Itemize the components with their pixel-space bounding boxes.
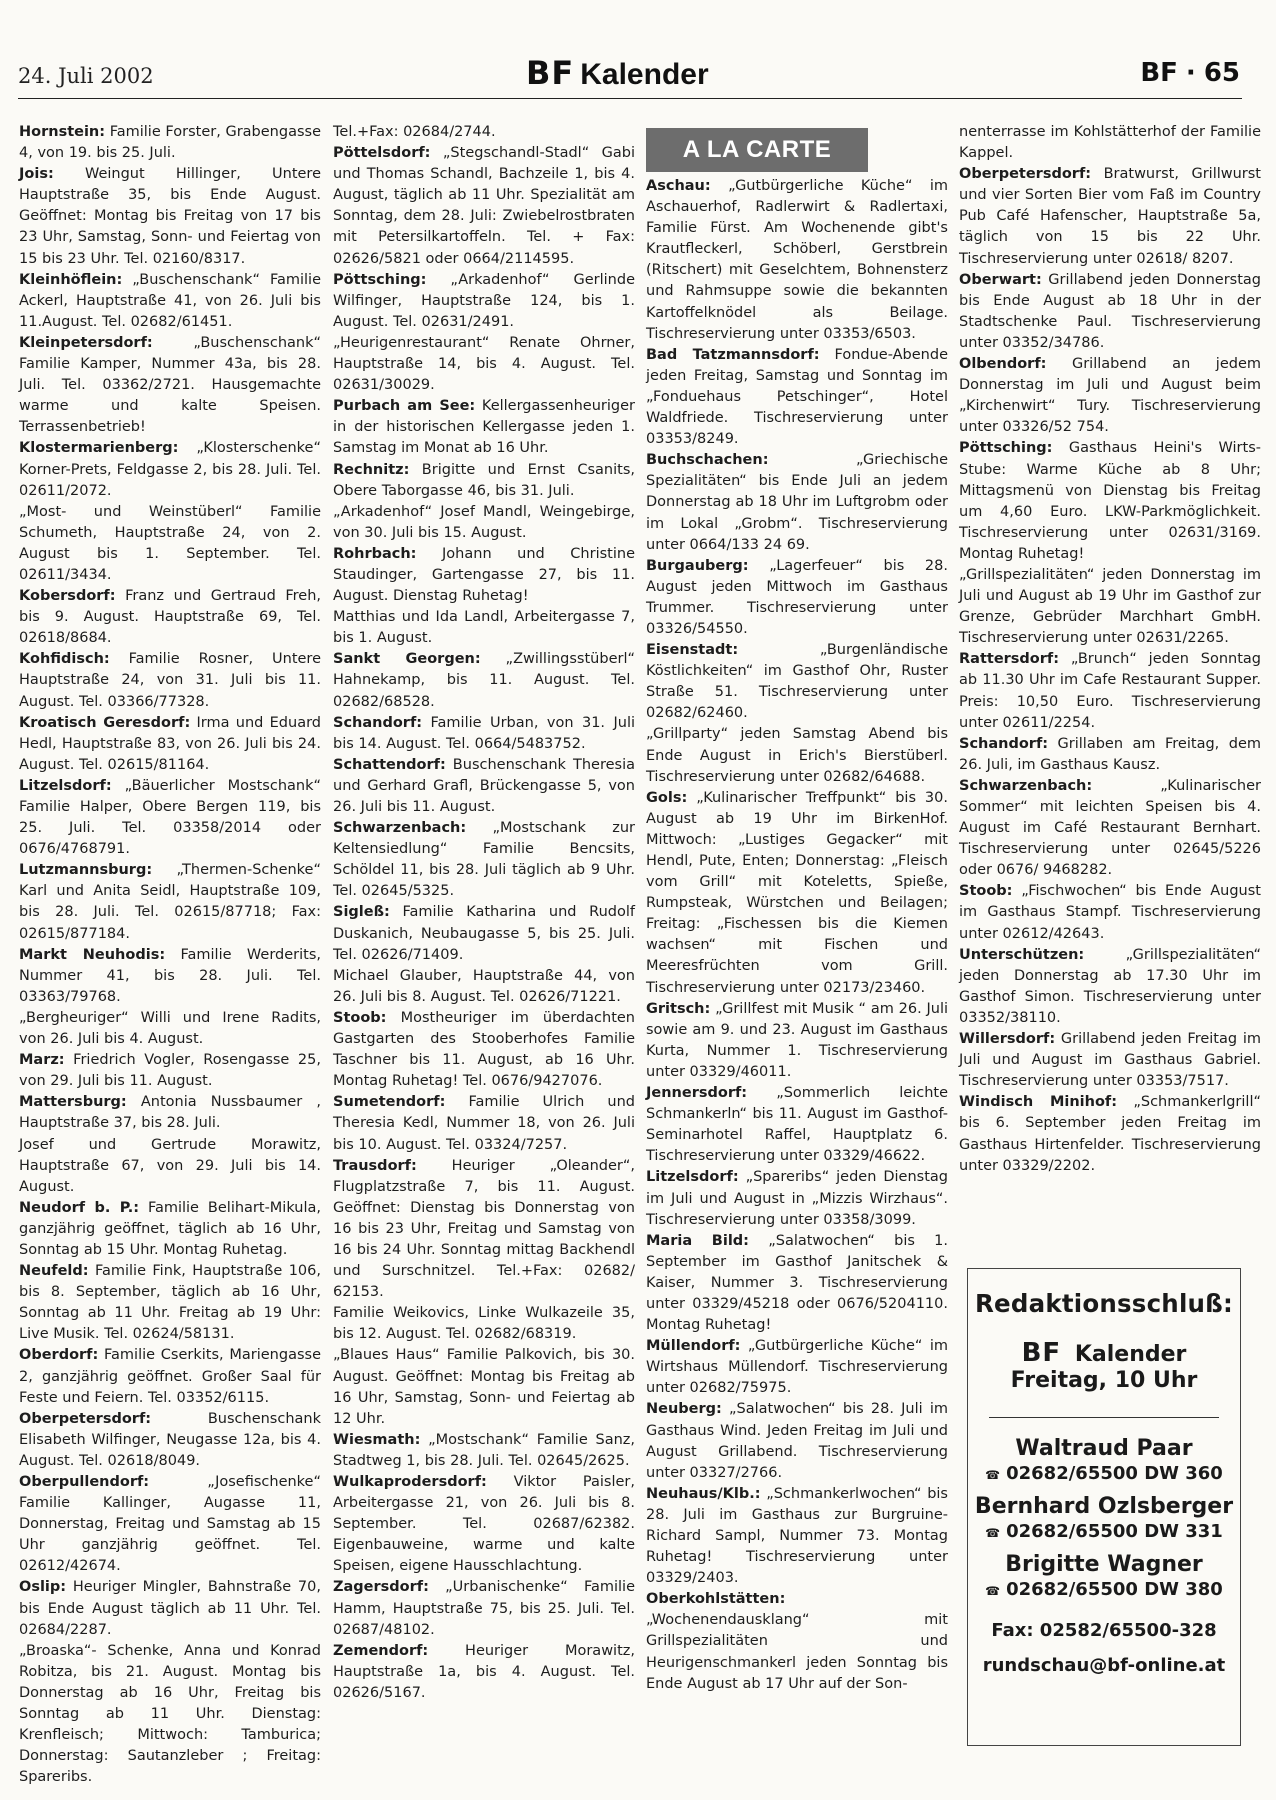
- listing-entry: [959, 881, 1261, 944]
- listing-place: Müllendorf:: [646, 1338, 741, 1355]
- listing-text: Buschenschank Elisabeth Wilfinger, Neugasse 12a, bis 4. August. Tel. 02618/8049.: [19, 1410, 321, 1469]
- listing-text: Matthias und Ida Landl, Arbeitergasse 7, bis 1. August.: [333, 609, 635, 647]
- listing-place: Marz:: [19, 1052, 65, 1069]
- listing-entry: [19, 1198, 321, 1261]
- listing-place: Schattendorf:: [333, 756, 446, 773]
- listing-place: Mattersburg:: [19, 1094, 127, 1111]
- listing-text: „Kulinarischer Treffpunkt“ bis 30. August ab 19 Uhr im BirkenHof. Mittwoch: „Lustiges Gegacker“ mit Hendl, Pute, Enten; Donnerstag: „Fleisch vom Grill“ mit Koteletts, Spieße, Rumpsteak, Würstchen und Beilagen; Freitag: „Fischessen bis die Kiemen wachsen“ mit Fischen und Meeresfrüchten vom Grill. Tischreservierung unter 02173/23460.: [646, 789, 948, 996]
- listing-text: „Schmankerlgrill“ bis 6. September jeden Freitag im Gasthaus Hirtenfelder. Tischreservierung unter 03329/2202.: [959, 1094, 1261, 1174]
- listing-place: Schwarzenbach:: [333, 820, 467, 837]
- listing-text: Fondue-Abende jeden Freitag, Samstag und Sonntag im „Fonduehaus Petschinger“, Hotel Waldfriede. Tischreservierung unter 03353/8249.: [646, 346, 948, 448]
- listing-place: Rohrbach:: [333, 545, 417, 562]
- listing-text: „Broaska“- Schenke, Anna und Konrad Robitza, bis 21. August. Montag bis Donnerstag ab 16 Uhr, Freitag bis Sonntag ab 11 Uhr. Dienstag: Krenfleisch; Mittwoch: Tamburica; Donnerstag: Sautanzleber ; Freitag: Spareribs.: [19, 1642, 321, 1786]
- listing-entry: [19, 945, 321, 1008]
- listing-place: Aschau:: [646, 178, 711, 194]
- listing-place: Litzelsdorf:: [646, 1169, 739, 1186]
- listing-entry: [959, 164, 1261, 269]
- listing-place: Windisch Minihof:: [959, 1094, 1118, 1111]
- listing-entry: [959, 270, 1261, 354]
- listing-entry: [333, 502, 635, 544]
- listing-text: „Griechische Spezialitäten“ bis Ende Juli an jedem Donnerstag ab 18 Uhr im Luftgrobm oder im Lokal „Grobm“. Tischreservierung unter 0664/133 24 69.: [646, 452, 948, 553]
- listing-entry: [646, 176, 948, 345]
- contact-name: Waltraud Paar: [1015, 1436, 1193, 1461]
- listing-text: „Grillfest mit Musik “ am 26. Juli sowie am 9. und 23. August im Gasthaus Kurta, Nummer 1. Tischreservierung unter 03329/46011.: [646, 1000, 948, 1080]
- listing-entry: [333, 122, 635, 143]
- contact-person: [968, 1436, 1240, 1484]
- section-title: Kalender: [580, 58, 709, 91]
- listing-text: Johann und Christine Staudinger, Gartengasse 27, bis 11. August. Dienstag Ruhetag!: [333, 545, 635, 605]
- listing-place: Neudorf b. P.:: [19, 1199, 140, 1216]
- listing-entry: [19, 438, 321, 501]
- contact-name: Bernhard Ozlsberger: [974, 1494, 1234, 1519]
- listing-place: Kroatisch Geresdorf:: [19, 714, 191, 731]
- listing-place: Oberdorf:: [19, 1347, 99, 1364]
- listing-place: Unterschützen:: [959, 946, 1085, 963]
- listing-place: Lutzmannsburg:: [19, 862, 153, 879]
- column-1: [19, 122, 321, 1788]
- listing-entry: [333, 649, 635, 712]
- listing-entry: [959, 1029, 1261, 1092]
- listing-entry: [19, 1345, 321, 1408]
- bf-logo: BF: [526, 54, 575, 92]
- listing-entry: [333, 902, 635, 965]
- listing-entry: [959, 945, 1261, 1029]
- issue-date: 24. Juli 2002: [18, 64, 154, 88]
- listing-text: „Salatwochen“ bis 28. Juli im Gasthaus Wind. Jeden Freitag im Juli und August Grillabend. Tischreservierung unter 03327/2766.: [646, 1401, 948, 1481]
- listing-text: „Blaues Haus“ Familie Palkovich, bis 30. August. Geöffnet: Montag bis Freitag ab 16 Uhr, Samstag, Sonn- und Feiertag ab 12 Uhr.: [333, 1347, 635, 1427]
- listing-text: „Stegschandl-Stadl“ Gabi und Thomas Schandl, Bachzeile 1, bis 4. August, täglich ab 11 Uhr. Spezialität am Sonntag, dem 28. Juli: Zwiebelrostbraten mit Petersilkartoffeln. Tel. + Fax: 02626/5821 oder 0664/2114595.: [333, 145, 635, 267]
- listing-text: Bratwurst, Grillwurst und vier Sorten Bier vom Faß im Country Pub Café Hafenscher, Hauptstraße 5a, täglich von 15 bis 22 Uhr. Tischreservierung unter 02618/ 8207.: [959, 166, 1261, 267]
- listing-text: „Salatwochen“ bis 1. September im Gasthof Janitschek & Kaiser, Nummer 3. Tischreservierung unter 03329/45218 oder 0676/5204110. Montag Ruhetag!: [646, 1232, 948, 1334]
- listing-text: Viktor Paisler, Arbeitergasse 21, von 26. Juli bis 8. September. Tel. 02687/62382. Eigenbauweine, warme und kalte Speisen, eigene Hausschlachtung.: [333, 1474, 635, 1575]
- listing-place: Gritsch:: [646, 1000, 711, 1017]
- deadline-time: Freitag, 10 Uhr: [1010, 1368, 1198, 1393]
- listing-text: Tel.+Fax: 02684/2744.: [333, 124, 496, 140]
- listing-entry: [333, 607, 635, 649]
- listing-entry: [333, 966, 635, 1008]
- listing-entry: [646, 1484, 948, 1589]
- listing-text: „Grillspezialitäten“ jeden Donnerstag im Juli und August ab 19 Uhr im Gasthof zur Grenze, Gebrüder Marchhart GmbH. Tischreservierung unter 02631/2265.: [959, 566, 1261, 647]
- listing-text: „Kulinarischer Sommer“ mit leichten Speisen bis 4. August im Café Restaurant Bernhart. Tischreservierung unter 02645/5226 oder 0676/ 9468282.: [959, 777, 1261, 879]
- listing-place: Willersdorf:: [959, 1031, 1056, 1048]
- listing-place: Pöttsching:: [959, 440, 1053, 457]
- divider: [989, 1417, 1219, 1418]
- listing-text: „Zwillingsstüberl“ Hahnekamp, bis 11. August. Tel. 02682/68528.: [333, 651, 635, 710]
- listing-text: Familie Cserkits, Mariengasse 2, ganzjährig geöffnet. Großer Saal für Feste und Feiern. Tel. 03352/6115.: [19, 1347, 321, 1406]
- listing-entry: [333, 1156, 635, 1304]
- listing-place: Klostermarienberg:: [19, 440, 179, 457]
- publication-title: [526, 54, 709, 92]
- listing-entry: [646, 724, 948, 787]
- listing-entry: [19, 860, 321, 944]
- listing-entry: [333, 818, 635, 902]
- listing-entry: [959, 734, 1261, 776]
- listing-place: Hornstein:: [19, 124, 106, 140]
- listing-place: Kleinhöflein:: [19, 271, 123, 288]
- listing-place: Jois:: [19, 166, 54, 183]
- listing-place: Kohfidisch:: [19, 651, 110, 668]
- fax-number: Fax: 02582/65500-328: [991, 1620, 1217, 1641]
- contact-name: Brigitte Wagner: [1005, 1552, 1203, 1577]
- listing-place: Oberpetersdorf:: [959, 166, 1092, 183]
- listing-entry: [646, 556, 948, 640]
- phone-icon: ☎: [985, 1468, 1001, 1482]
- listing-place: Zagersdorf:: [333, 1579, 429, 1596]
- listing-entry: [19, 122, 321, 164]
- listing-text: Heuriger Morawitz, Hauptstraße 1a, bis 4. August. Tel. 02626/5167.: [333, 1642, 635, 1701]
- listing-text: Mostheuriger im überdachten Gastgarten des Stooberhofes Familie Taschner bis 11. August, ab 16 Uhr. Montag Ruhetag! Tel. 0676/9427076.: [333, 1009, 635, 1090]
- listing-place: Bad Tatzmannsdorf:: [646, 346, 820, 363]
- bf-page-logo: BF: [1140, 58, 1178, 88]
- listing-text: „Bäuerlicher Mostschank“ Familie Halper, Obere Bergen 119, bis 25. Juli. Tel. 03358/2014 oder 0676/4768791.: [19, 777, 321, 858]
- column-2: [333, 122, 635, 1704]
- listing-place: Burgauberg:: [646, 557, 749, 574]
- page-number-block: [1140, 58, 1240, 88]
- listing-place: Sigleß:: [333, 904, 390, 921]
- listing-text: Familie Belihart-Mikula, ganzjährig geöffnet, täglich ab 16 Uhr, Sonntag ab 15 Uhr. Montag Ruhetag.: [19, 1199, 321, 1258]
- listing-text: Heuriger „Oleander“, Flugplatzstraße 7, bis 11. August. Geöffnet: Dienstag bis Donnerstag von 16 bis 23 Uhr, Freitag und Samstag von 16 bis 24 Uhr. Sonntag mittag Backhendl und Surschnitzel. Tel.+Fax: 02682/ 62153.: [333, 1157, 635, 1301]
- listing-text: „Gutbürgerliche Küche“ im Wirtshaus Müllendorf. Tischreservierung unter 02682/75975.: [646, 1338, 948, 1397]
- contact-person: [968, 1552, 1240, 1600]
- listing-entry: [19, 649, 321, 712]
- column-4: [959, 122, 1261, 1177]
- listing-entry: [959, 438, 1261, 565]
- listing-place: Sankt Georgen:: [333, 651, 481, 668]
- listing-text: Grillabend jeden Donnerstag bis Ende August ab 18 Uhr in der Stadtschenke Paul. Tischreservierung unter 03352/34786.: [959, 271, 1261, 351]
- listing-entry: [19, 270, 321, 333]
- listing-entry: [333, 755, 635, 818]
- listing-text: Weingut Hillinger, Untere Hauptstraße 35, bis Ende August. Geöffnet: Montag bis Freitag von 17 bis 23 Uhr, Samstag, Sonn- und Feiertag von 15 bis 23 Uhr. Tel. 02160/8317.: [19, 166, 321, 267]
- listing-text: „Arkadenhof“ Gerlinde Wilfinger, Hauptstraße 124, bis 1. August. Tel. 02631/2491.: [333, 271, 635, 330]
- listing-place: Litzelsdorf:: [19, 777, 112, 794]
- phone-icon: ☎: [985, 1584, 1001, 1598]
- listing-place: Oberkohlstätten:: [646, 1591, 786, 1608]
- listing-text: „Klosterschenke“ Korner-Prets, Feldgasse 2, bis 28. Juli. Tel. 02611/2072.: [19, 440, 321, 499]
- listing-entry: [19, 1092, 321, 1134]
- listing-entry: [333, 270, 635, 333]
- listing-entry: [959, 649, 1261, 733]
- listing-text: „Wochenendausklang“ mit Grillspezialitäten und Heurigenschmankerl jeden Sonntag bis Ende August ab 17 Uhr auf der Son-: [646, 1612, 948, 1692]
- listing-text: „Burgenländische Köstlichkeiten“ im Gasthof Ohr, Ruster Straße 51. Tischreservierung unter 02682/62460.: [646, 642, 948, 722]
- listing-entry: [333, 1577, 635, 1640]
- a-la-carte-banner: A LA CARTE: [646, 128, 868, 172]
- listing-text: „Bergheuriger“ Willi und Irene Radits, von 26. Juli bis 4. August.: [19, 1009, 321, 1048]
- listing-text: „Grillparty“ jeden Samstag Abend bis Ende August in Erich's Bierstüberl. Tischreservierung unter 02682/64688.: [646, 726, 948, 785]
- listing-text: Irma und Eduard Hedl, Hauptstraße 83, von 26. Juli bis 24. August. Tel. 02615/81164.: [19, 714, 321, 773]
- listing-text: „Josefischenke“ Familie Kallinger, Augasse 11, Donnerstag, Freitag und Samstag ab 15 Uhr ganzjährig geöffnet. Tel. 02612/42674.: [19, 1474, 321, 1575]
- contact-phone-number: 02682/65500 DW 380: [1006, 1579, 1223, 1600]
- contact-phone-number: 02682/65500 DW 331: [1006, 1521, 1223, 1542]
- listing-entry: [333, 1472, 635, 1577]
- listing-entry: [19, 1577, 321, 1640]
- listing-text: „Buschenschank“ Familie Ackerl, Hauptstraße 41, von 26. Juli bis 11.August. Tel. 02682/61451.: [19, 271, 321, 330]
- listing-entry: [333, 1303, 635, 1345]
- listing-text: „Most- und Weinstüberl“ Familie Schumeth, Hauptstraße 24, von 2. August bis 1. September. Tel. 02611/3434.: [19, 503, 321, 583]
- listing-text: Friedrich Vogler, Rosengasse 25, von 29. Juli bis 11. August.: [19, 1052, 321, 1090]
- listing-text: Familie Werderits, Nummer 41, bis 28. Juli. Tel. 03363/79768.: [19, 946, 322, 1005]
- listing-entry: [333, 1641, 635, 1704]
- listing-entry: [959, 122, 1261, 164]
- listing-entry: [646, 1589, 948, 1694]
- listing-text: „Fischwochen“ bis Ende August im Gasthaus Stampf. Tischreservierung unter 02612/42643.: [959, 883, 1261, 942]
- listing-text: „Heurigenrestaurant“ Renate Ohrner, Hauptstraße 14, bis 4. August. Tel. 02631/30029.: [333, 334, 635, 394]
- listing-place: Rattersdorf:: [959, 651, 1060, 668]
- listing-place: Schwarzenbach:: [959, 777, 1093, 794]
- listing-text: Antonia Nussbaumer , Hauptstraße 37, bis 28. Juli.: [19, 1094, 321, 1132]
- listing-text: Buschenschank Theresia und Gerhard Grafl, Brückengasse 5, von 26. Juli bis 11. August.: [333, 756, 635, 815]
- listing-place: Zemendorf:: [333, 1642, 429, 1659]
- listing-text: Familie Fink, Hauptstraße 106, bis 8. September, täglich ab 16 Uhr, Sonntag ab 11 Uhr. Freitag ab 19 Uhr: Live Musik. Tel. 02624/58131.: [19, 1263, 321, 1343]
- listing-place: Schandorf:: [959, 735, 1049, 752]
- listing-entry: [19, 586, 321, 649]
- listing-text: Familie Urban, von 31. Juli bis 14. August. Tel. 0664/5483752.: [333, 714, 635, 752]
- page-header: [18, 52, 1242, 99]
- listing-place: Olbendorf:: [959, 356, 1047, 373]
- listing-text: Familie Rosner, Untere Hauptstraße 24, von 31. Juli bis 11. August. Tel. 03366/77328.: [19, 651, 321, 710]
- listing-place: Stoob:: [959, 883, 1013, 900]
- listing-text: „Grillspezialitäten“ jeden Donnerstag ab 17.30 Uhr im Gasthof Simon. Tischreservierung unter 03352/38110.: [959, 946, 1261, 1026]
- listing-text: Kellergassenheuriger in der historischen Kellergasse jeden 1. Samstag im Monat ab 16 Uhr.: [333, 398, 635, 457]
- listing-text: Michael Glauber, Hauptstraße 44, von 26. Juli bis 8. August. Tel. 02626/71221.: [333, 967, 635, 1005]
- contact-phone-number: 02682/65500 DW 360: [1006, 1463, 1223, 1484]
- bf-logo-small: BF: [1021, 1338, 1062, 1368]
- listing-text: Josef und Gertrude Morawitz, Hauptstraße 67, von 29. Juli bis 14. August.: [19, 1136, 321, 1195]
- listing-place: Maria Bild:: [646, 1232, 749, 1249]
- listing-entry: [959, 354, 1261, 438]
- listing-entry: [19, 1261, 321, 1345]
- listing-place: Rechnitz:: [333, 461, 410, 478]
- listing-place: Kleinpetersdorf:: [19, 334, 153, 351]
- listing-place: Pöttelsdorf:: [333, 145, 431, 162]
- listing-text: Familie Forster, Grabengasse 4, von 19. bis 25. Juli.: [19, 124, 321, 162]
- contact-phone: [968, 1579, 1240, 1600]
- listing-entry: [959, 776, 1261, 881]
- listing-entry: [646, 345, 948, 450]
- calendar-label: Kalender: [1074, 1342, 1187, 1367]
- listing-entry: [959, 565, 1261, 649]
- listing-entry: [333, 1430, 635, 1472]
- listing-text: Grillabend an jedem Donnerstag im Juli und August beim „Kirchenwirt“ Tury. Tischreservierung unter 03326/52 754.: [959, 356, 1261, 436]
- email-address[interactable]: rundschau@bf-online.at: [982, 1655, 1226, 1676]
- phone-icon: ☎: [985, 1526, 1001, 1540]
- listing-text: „Sommerlich leichte Schmankerln“ bis 11. August im Gasthof-Seminarhotel Raffel, Hauptplatz 6. Tischreservierung unter 03329/46622.: [646, 1085, 948, 1165]
- listing-entry: [646, 1399, 948, 1483]
- listing-entry: [19, 1050, 321, 1092]
- listing-entry: [19, 1472, 321, 1577]
- listing-text: „Mostschank zur Keltensiedlung“ Familie Bencsits, Schöldel 11, bis 28. Juli täglich ab 9 Uhr. Tel. 02645/5325.: [333, 820, 635, 900]
- listing-text: Grillaben am Freitag, dem 26. Juli, im Gasthaus Kausz.: [959, 735, 1261, 773]
- listing-text: nenterrasse im Kohlstätterhof der Familie Kappel.: [959, 124, 1261, 162]
- listing-text: Brigitte und Ernst Csanits, Obere Taborgasse 46, bis 31. Juli.: [333, 461, 635, 499]
- listing-entry: [19, 1641, 321, 1789]
- listing-entry: [19, 1409, 321, 1472]
- listing-place: Jennersdorf:: [646, 1085, 748, 1102]
- listing-place: Pöttsching:: [333, 271, 427, 288]
- listing-entry: [646, 1083, 948, 1167]
- listing-entry: [646, 999, 948, 1083]
- listing-place: Purbach am See:: [333, 398, 476, 415]
- listing-entry: [333, 1345, 635, 1429]
- listing-text: „Buschenschank“ Familie Kamper, Nummer 43a, bis 28. Juli. Tel. 03362/2721. Hausgemachte warme und kalte Speisen. Terrassenbetrieb!: [19, 334, 321, 436]
- deadline-title: Redaktionsschluß:: [974, 1289, 1234, 1318]
- listing-text: „Spareribs“ jeden Dienstag im Juli und August in „Mizzis Wirzhaus“. Tischreservierung unter 03358/3099.: [646, 1169, 948, 1228]
- listing-entry: [19, 333, 321, 438]
- column-3: [646, 128, 948, 1695]
- listing-place: Sumetendorf:: [333, 1094, 446, 1111]
- listing-place: Wiesmath:: [333, 1431, 421, 1448]
- listing-text: „Schmankerlwochen“ bis 28. Juli im Gasthaus zur Burgruine-Richard Sampl, Nummer 73. Montag Ruhetag! Tischreservierung unter 03329/2403.: [646, 1485, 948, 1587]
- listing-text: „Mostschank“ Familie Sanz, Stadtweg 1, bis 28. Juli. Tel. 02645/2625.: [333, 1431, 635, 1469]
- deadline-calendar: [968, 1338, 1240, 1368]
- listing-entry: [19, 502, 321, 586]
- listing-place: Stoob:: [333, 1009, 387, 1026]
- contact-phone: [968, 1521, 1240, 1542]
- listing-text: „Urbanischenke“ Familie Hamm, Hauptstraße 75, bis 25. Juli. Tel. 02687/48102.: [333, 1579, 635, 1638]
- listing-place: Neufeld:: [19, 1263, 89, 1280]
- listing-text: „Brunch“ jeden Sonntag ab 11.30 Uhr im Cafe Restaurant Supper. Preis: 10,50 Euro. Tischreservierung unter 02611/2254.: [959, 651, 1261, 731]
- listing-text: Franz und Gertraud Freh, bis 9. August. Hauptstraße 69, Tel. 02618/8684.: [19, 588, 321, 647]
- editorial-deadline-box: [967, 1268, 1241, 1746]
- listing-text: Familie Ulrich und Theresia Kedl, Nummer 18, von 26. Juli bis 10. August. Tel. 03324/7257.: [333, 1094, 635, 1153]
- listing-place: Oberpullendorf:: [19, 1474, 150, 1490]
- listing-entry: [19, 713, 321, 776]
- listing-place: Trausdorf:: [333, 1157, 417, 1174]
- listing-place: Wulkaprodersdorf:: [333, 1474, 487, 1490]
- listing-place: Buchschachen:: [646, 452, 769, 469]
- listing-text: Heuriger Mingler, Bahnstraße 70, bis Ende August täglich ab 11 Uhr. Tel. 02684/2287.: [19, 1579, 321, 1638]
- listing-text: Gasthaus Heini's Wirts-Stube: Warme Küche ab 8 Uhr; Mittagsmenü von Dienstag bis Freitag um 4,60 Euro. LKW-Parkmöglichkeit. Tischreservierung unter 02631/3169. Montag Ruhetag!: [959, 440, 1261, 562]
- listing-entry: [333, 396, 635, 459]
- listing-text: Grillabend jeden Freitag im Juli und August im Gasthaus Gabriel. Tischreservierung unter 03353/7517.: [959, 1031, 1261, 1090]
- listing-place: Markt Neuhodis:: [19, 946, 166, 963]
- listing-entry: [646, 1167, 948, 1230]
- listing-entry: [333, 544, 635, 607]
- a-la-carte-entries: [646, 176, 948, 1695]
- listing-place: Kobersdorf:: [19, 588, 116, 605]
- contact-phone: [968, 1463, 1240, 1484]
- listing-text: „Thermen-Schenke“ Karl und Anita Seidl, Hauptstraße 109, bis 28. Juli. Tel. 02615/87718; Fax: 02615/877184.: [19, 862, 321, 942]
- page-number: 65: [1203, 58, 1240, 88]
- listing-text: „Gutbürgerliche Küche“ im Aschauerhof, Radlerwirt & Radlertaxi, Familie Fürst. Am Wochenende gibt's Krautfleckerl, Schöberl, Gerstbrein (Ritschert) mit Geselchtem, Bohnensterz und Rahmsuppe sowie die bekannten Kartoffelknödel als Beilage. Tischreservierung unter 03353/6503.: [646, 178, 948, 342]
- page-separator: ·: [1185, 58, 1196, 88]
- listing-place: Neuhaus/Klb.:: [646, 1485, 761, 1502]
- listing-place: Oberpetersdorf:: [19, 1410, 152, 1427]
- listing-entry: [19, 1135, 321, 1198]
- listing-text: Familie Weikovics, Linke Wulkazeile 35, bis 12. August. Tel. 02682/68319.: [333, 1305, 635, 1343]
- listing-place: Gols:: [646, 789, 688, 806]
- listing-text: „Arkadenhof“ Josef Mandl, Weingebirge, von 30. Juli bis 15. August.: [333, 503, 635, 541]
- listing-place: Oslip:: [19, 1579, 67, 1596]
- listing-entry: [959, 1092, 1261, 1176]
- listing-entry: [646, 640, 948, 724]
- listing-entry: [333, 460, 635, 502]
- listing-entry: [333, 333, 635, 396]
- listing-entry: [646, 1336, 948, 1399]
- listing-entry: [646, 450, 948, 555]
- listing-entry: [19, 776, 321, 860]
- listing-place: Eisenstadt:: [646, 642, 739, 659]
- contact-person: [968, 1494, 1240, 1542]
- listing-text: Familie Katharina und Rudolf Duskanich, Neubaugasse 5, bis 25. Juli. Tel. 02626/71409.: [333, 904, 635, 963]
- listing-entry: [19, 1008, 321, 1050]
- listing-entry: [333, 713, 635, 755]
- listing-place: Oberwart:: [959, 271, 1042, 288]
- listing-place: Neuberg:: [646, 1401, 722, 1418]
- listing-entry: [646, 1231, 948, 1336]
- listing-entry: [333, 1008, 635, 1092]
- listing-entry: [333, 1092, 635, 1155]
- listing-entry: [646, 788, 948, 999]
- listing-text: „Lagerfeuer“ bis 28. August jeden Mittwoch im Gasthaus Trummer. Tischreservierung unter 03326/54550.: [646, 557, 948, 637]
- listing-entry: [333, 143, 635, 270]
- listing-place: Schandorf:: [333, 714, 423, 731]
- listing-entry: [19, 164, 321, 269]
